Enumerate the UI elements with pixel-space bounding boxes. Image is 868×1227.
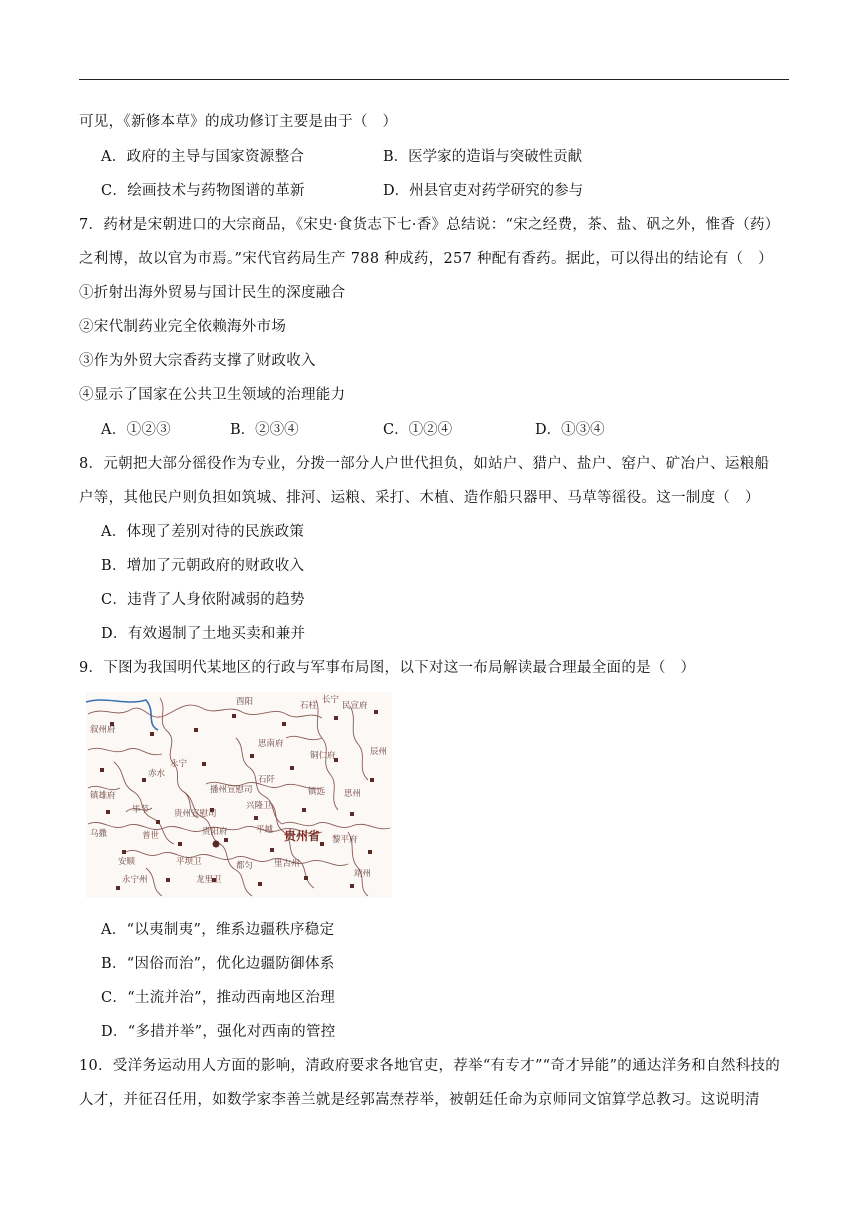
q7-option-b: B．②③④: [230, 422, 299, 438]
map-label: 平坝卫: [176, 857, 202, 867]
map-label: 民宣府: [342, 701, 368, 711]
q7-statement-4: ④显示了国家在公共卫生领域的治理能力: [79, 387, 346, 403]
map-label: 兴隆卫: [246, 801, 272, 811]
q9-stem: 9．下图为我国明代某地区的行政与军事布局图，以下对这一布局解读最合理最全面的是（ ）: [79, 660, 696, 676]
q7-statement-1: ①折射出海外贸易与国计民生的深度融合: [79, 285, 346, 301]
map-label: 石阡: [258, 775, 276, 785]
header-rule: [79, 79, 789, 80]
q7-stem-line2: 之利博，故以官为市焉。”宋代官药局生产 788 种成药，257 种配有香药。据此，可以得出的结论有（ ）: [79, 251, 773, 267]
q8-option-d: D．有效遏制了土地买卖和兼并: [101, 626, 306, 642]
map-label: 镇雄府: [90, 791, 116, 801]
q9-option-b: B．“因俗而治”，优化边疆防御体系: [101, 956, 335, 972]
map-label: 永宁州: [122, 875, 148, 885]
map-label: 靖州: [354, 869, 372, 879]
map-label: 赤水: [148, 769, 166, 779]
q6-option-a: A．政府的主导与国家资源整合: [101, 149, 305, 165]
q8-option-c: C．违背了人身依附减弱的趋势: [101, 592, 305, 608]
q7-stem-line1: 7．药材是宋朝进口的大宗商品，《宋史·食货志下七·香》总结说：“宋之经费，茶、盐、矾之外，惟香（药）: [79, 217, 780, 233]
q9-option-c: C．“土流并治”，推动西南地区治理: [101, 990, 336, 1006]
q6-option-d: D．州县官吏对药学研究的参与: [383, 183, 584, 199]
ming-guizhou-map: [86, 692, 392, 898]
q7-option-d: D．①③④: [535, 422, 605, 438]
map-label: 里古州: [274, 859, 300, 869]
q7-option-c: C．①②④: [383, 422, 453, 438]
q10-stem-line1: 10．受洋务运动用人方面的影响，清政府要求各地官吏，荐举“有专才”“奇才异能”的通达洋务和自然科技的: [79, 1058, 781, 1074]
map-label: 石柱: [300, 701, 318, 711]
map-label: 酉阳: [236, 697, 254, 707]
map-label: 黎平府: [332, 835, 358, 845]
q6-option-b: B．医学家的造诣与突破性贡献: [383, 149, 583, 165]
q8-option-b: B．增加了元朝政府的财政收入: [101, 558, 305, 574]
map-label: 辰州: [370, 747, 388, 757]
map-label: 播州宣慰司: [210, 785, 253, 795]
q8-stem-line1: 8．元朝把大部分徭役作为专业，分拨一部分人户世代担负，如站户、猎户、盐户、窑户、矿冶户、运粮船: [79, 456, 770, 472]
q8-stem-line2: 户等，其他民户则负担如筑城、排河、运粮、采打、木植、造作船只器甲、马草等徭役。这一制度（ ）: [79, 490, 760, 506]
map-label: 思南府: [258, 739, 284, 749]
map-label: 都匀: [236, 861, 254, 871]
map-label: 思州: [344, 789, 362, 799]
map-label: 乌撒: [90, 829, 108, 839]
map-label: 长宁: [322, 695, 340, 705]
map-label: 永宁: [170, 759, 188, 769]
q6-option-c: C．绘画技术与药物图谱的革新: [101, 183, 305, 199]
map-label: 铜仁府: [310, 751, 336, 761]
q10-stem-line2: 人才，并征召任用，如数学家李善兰就是经郭嵩焘荐举，被朝廷任命为京师同文馆算学总教习。这说明清: [79, 1092, 760, 1108]
q8-option-a: A．体现了差别对待的民族政策: [101, 524, 305, 540]
map-label: 平越: [256, 825, 274, 835]
q9-option-d: D．“多措并举”，强化对西南的管控: [101, 1024, 336, 1040]
map-label: 安顺: [118, 857, 136, 867]
map-label: 龙里卫: [196, 875, 222, 885]
map-label: 叙州府: [90, 725, 116, 735]
map-label: 贵州省: [284, 829, 321, 843]
map-label: 贵州宣慰司: [174, 809, 217, 819]
map-label: 毕节: [132, 805, 150, 815]
map-label: 贵阳府: [202, 827, 228, 837]
map-label: 普世: [142, 831, 160, 841]
q9-option-a: A．“以夷制夷”，维系边疆秩序稳定: [101, 922, 335, 938]
q7-option-a: A．①②③: [101, 422, 171, 438]
q6-stem: 可见，《新修本草》的成功修订主要是由于（ ）: [79, 114, 398, 130]
map-label: 镇远: [308, 787, 326, 797]
q7-statement-2: ②宋代制药业完全依赖海外市场: [79, 319, 287, 335]
q7-statement-3: ③作为外贸大宗香药支撑了财政收入: [79, 353, 316, 369]
